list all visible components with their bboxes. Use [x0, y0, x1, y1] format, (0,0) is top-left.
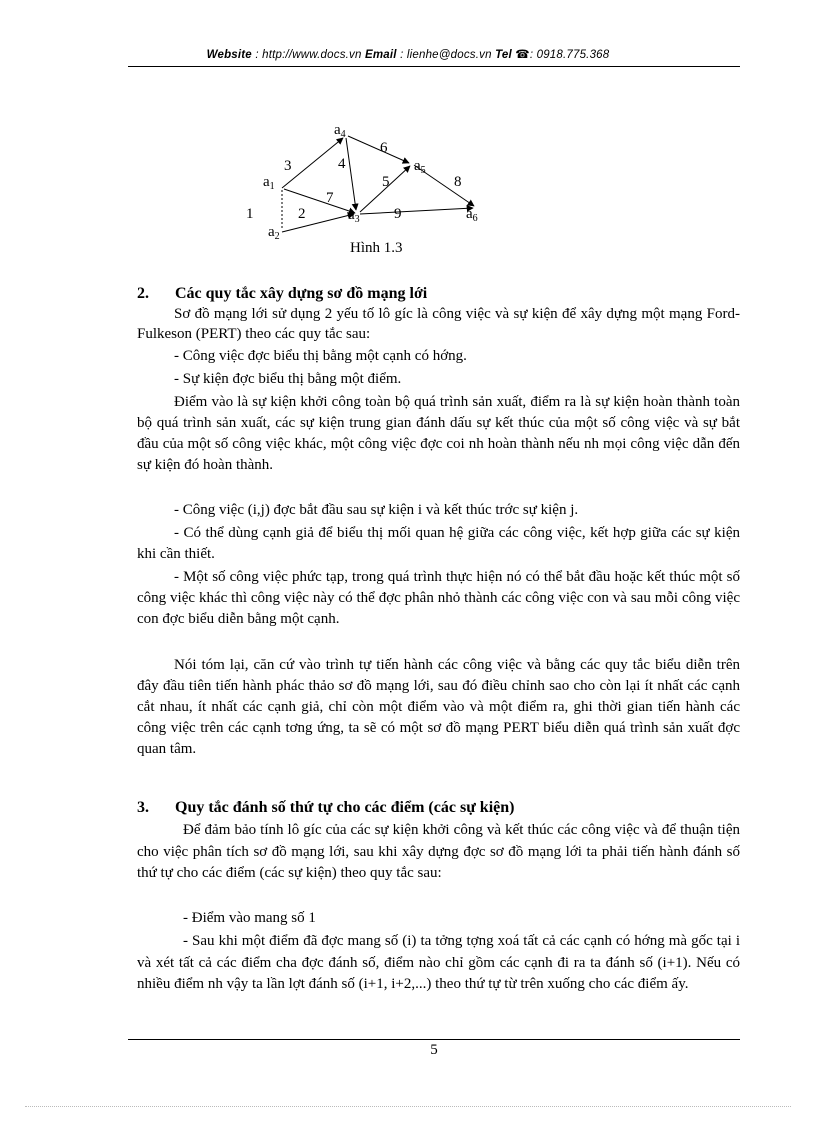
section-2-paragraph-2: Điểm vào là sự kiện khởi công toàn bộ quá trình sản xuất, điểm ra là sự kiện hoàn thành toàn bộ quá trình sản xuất, các sự kiện trung gian đánh dấu sự kết thúc của một số công việc và sự bắt đầu của một số công việc khác, một công việc đợc coi nh hoàn thành nếu nh mọi công việc dẫn đến sự kiện đó hoàn thành.: [137, 394, 740, 473]
edge-label-4: 4: [338, 156, 346, 172]
edge-9: [360, 208, 473, 214]
page-header: [0, 47, 816, 61]
header-rule: [128, 66, 740, 67]
node-a1-label: $a_1$: [263, 174, 275, 192]
tel-value: : 0918.775.368: [529, 49, 610, 61]
edge-label-3: 3: [284, 158, 292, 174]
section-2-bullet-3: - Công việc (i,j) đợc bắt đầu sau sự kiện i và kết thúc trớc sự kiện j.: [174, 502, 579, 518]
section-2-number: 2.: [137, 285, 149, 302]
edge-6: [348, 136, 409, 163]
section-2-bullet-2: - Sự kiện đợc biểu thị bằng một điểm.: [174, 371, 402, 387]
footer-rule: [128, 1039, 740, 1040]
node-a4-label: $a_4$: [334, 122, 346, 140]
section-2-bullet-1: - Công việc đợc biểu thị bằng một cạnh có hớng.: [174, 348, 467, 364]
section-3-paragraph-2: - Sau khi một điểm đã đợc mang số (i) ta tởng tợng xoá tất cả các cạnh có hớng mà gốc tại i và xét tất cả các điểm cha đợc đánh số, điểm nào chỉ gồm các cạnh đi ra ta đánh số (i+1). Nếu có nhiều điểm nh vậy ta lần lợt đánh số (i+1, i+2,...) theo thứ tự từ trên xuống cho các điểm ấy.: [137, 933, 740, 992]
section-2-paragraph-1: Sơ đồ mạng lới sử dụng 2 yếu tố lô gíc là công việc và sự kiện để xây dựng một mạng Ford-Fulkeson (PERT) theo các quy tắc sau:: [137, 306, 740, 342]
section-2-title: Các quy tắc xây dựng sơ đồ mạng lới: [175, 285, 428, 302]
tel-label: Tel: [495, 49, 512, 61]
edge-label-2: 2: [298, 206, 306, 222]
node-a5-label: $a_5$: [414, 158, 426, 176]
edge-7: [284, 189, 355, 213]
edge-label-8: 8: [454, 174, 462, 190]
email-value[interactable]: : lienhe@docs.vn: [400, 49, 492, 61]
edge-2: [282, 214, 354, 232]
section-3-heading: [137, 799, 514, 817]
node-a3-label: $a_3$: [348, 207, 360, 225]
edge-label-1: 1: [246, 206, 254, 222]
node-a2-label: $a_2$: [268, 224, 280, 242]
section-3-paragraph-1: Để đảm bảo tính lô gíc của các sự kiện khởi công và kết thúc các công việc và để thuận tiện cho việc phân tích sơ đồ mạng lới, sau khi xây dựng đợc sơ đồ mạng lới ta phải tiến hành đánh số thứ tự cho các điểm (các sự kiện) theo quy tắc sau:: [137, 822, 740, 881]
section-2-heading: [137, 285, 427, 303]
page-bottom-border: [25, 1106, 791, 1107]
edge-label-5: 5: [382, 174, 390, 190]
edge-label-9: 9: [394, 206, 402, 222]
section-3-bullet-1: - Điểm vào mang số 1: [183, 910, 316, 926]
section-2-paragraph-3: - Có thể dùng cạnh giả để biểu thị mối quan hệ giữa các công việc, kết hợp giữa các sự kiện khi cần thiết.: [137, 525, 740, 562]
node-a6-label: $a_6$: [466, 206, 478, 224]
phone-icon: ☎: [515, 49, 530, 61]
section-3-title: Quy tắc đánh số thứ tự cho các điểm (các sự kiện): [175, 799, 515, 816]
edge-4: [346, 138, 356, 210]
email-label: Email: [365, 49, 397, 61]
website-label: Website: [206, 49, 252, 61]
section-2-paragraph-5: Nói tóm lại, căn cứ vào trình tự tiến hành các công việc và bằng các quy tắc biểu diễn trên đây đầu tiên tiến hành phác thảo sơ đồ mạng lới, sau đó điều chỉnh sao cho còn lại ít nhất các cạnh cắt nhau, ít nhất các cạnh giả, chỉ còn một điểm vào và một điểm ra, ghi thời gian tiến hành các công việc trên các cạnh tơng ứng, ta sẽ có một sơ đồ mạng PERT biểu diễn quá trình sản xuất đợc quan tâm.: [137, 657, 740, 757]
page-number: 5: [430, 1042, 438, 1058]
section-3-number: 3.: [137, 799, 149, 816]
edge-label-7: 7: [326, 190, 334, 206]
section-2-paragraph-4: - Một số công việc phức tạp, trong quá trình thực hiện nó có thể bắt đầu hoặc kết thúc một số công việc khác thì công việc này có thể đợc phân nhỏ thành các công việc con và sau mỗi công việc con đợc biểu diễn bằng một cạnh.: [137, 569, 740, 627]
figure-caption: Hình 1.3: [350, 240, 403, 256]
website-value[interactable]: : http://www.docs.vn: [255, 49, 362, 61]
edge-label-6: 6: [380, 140, 388, 156]
